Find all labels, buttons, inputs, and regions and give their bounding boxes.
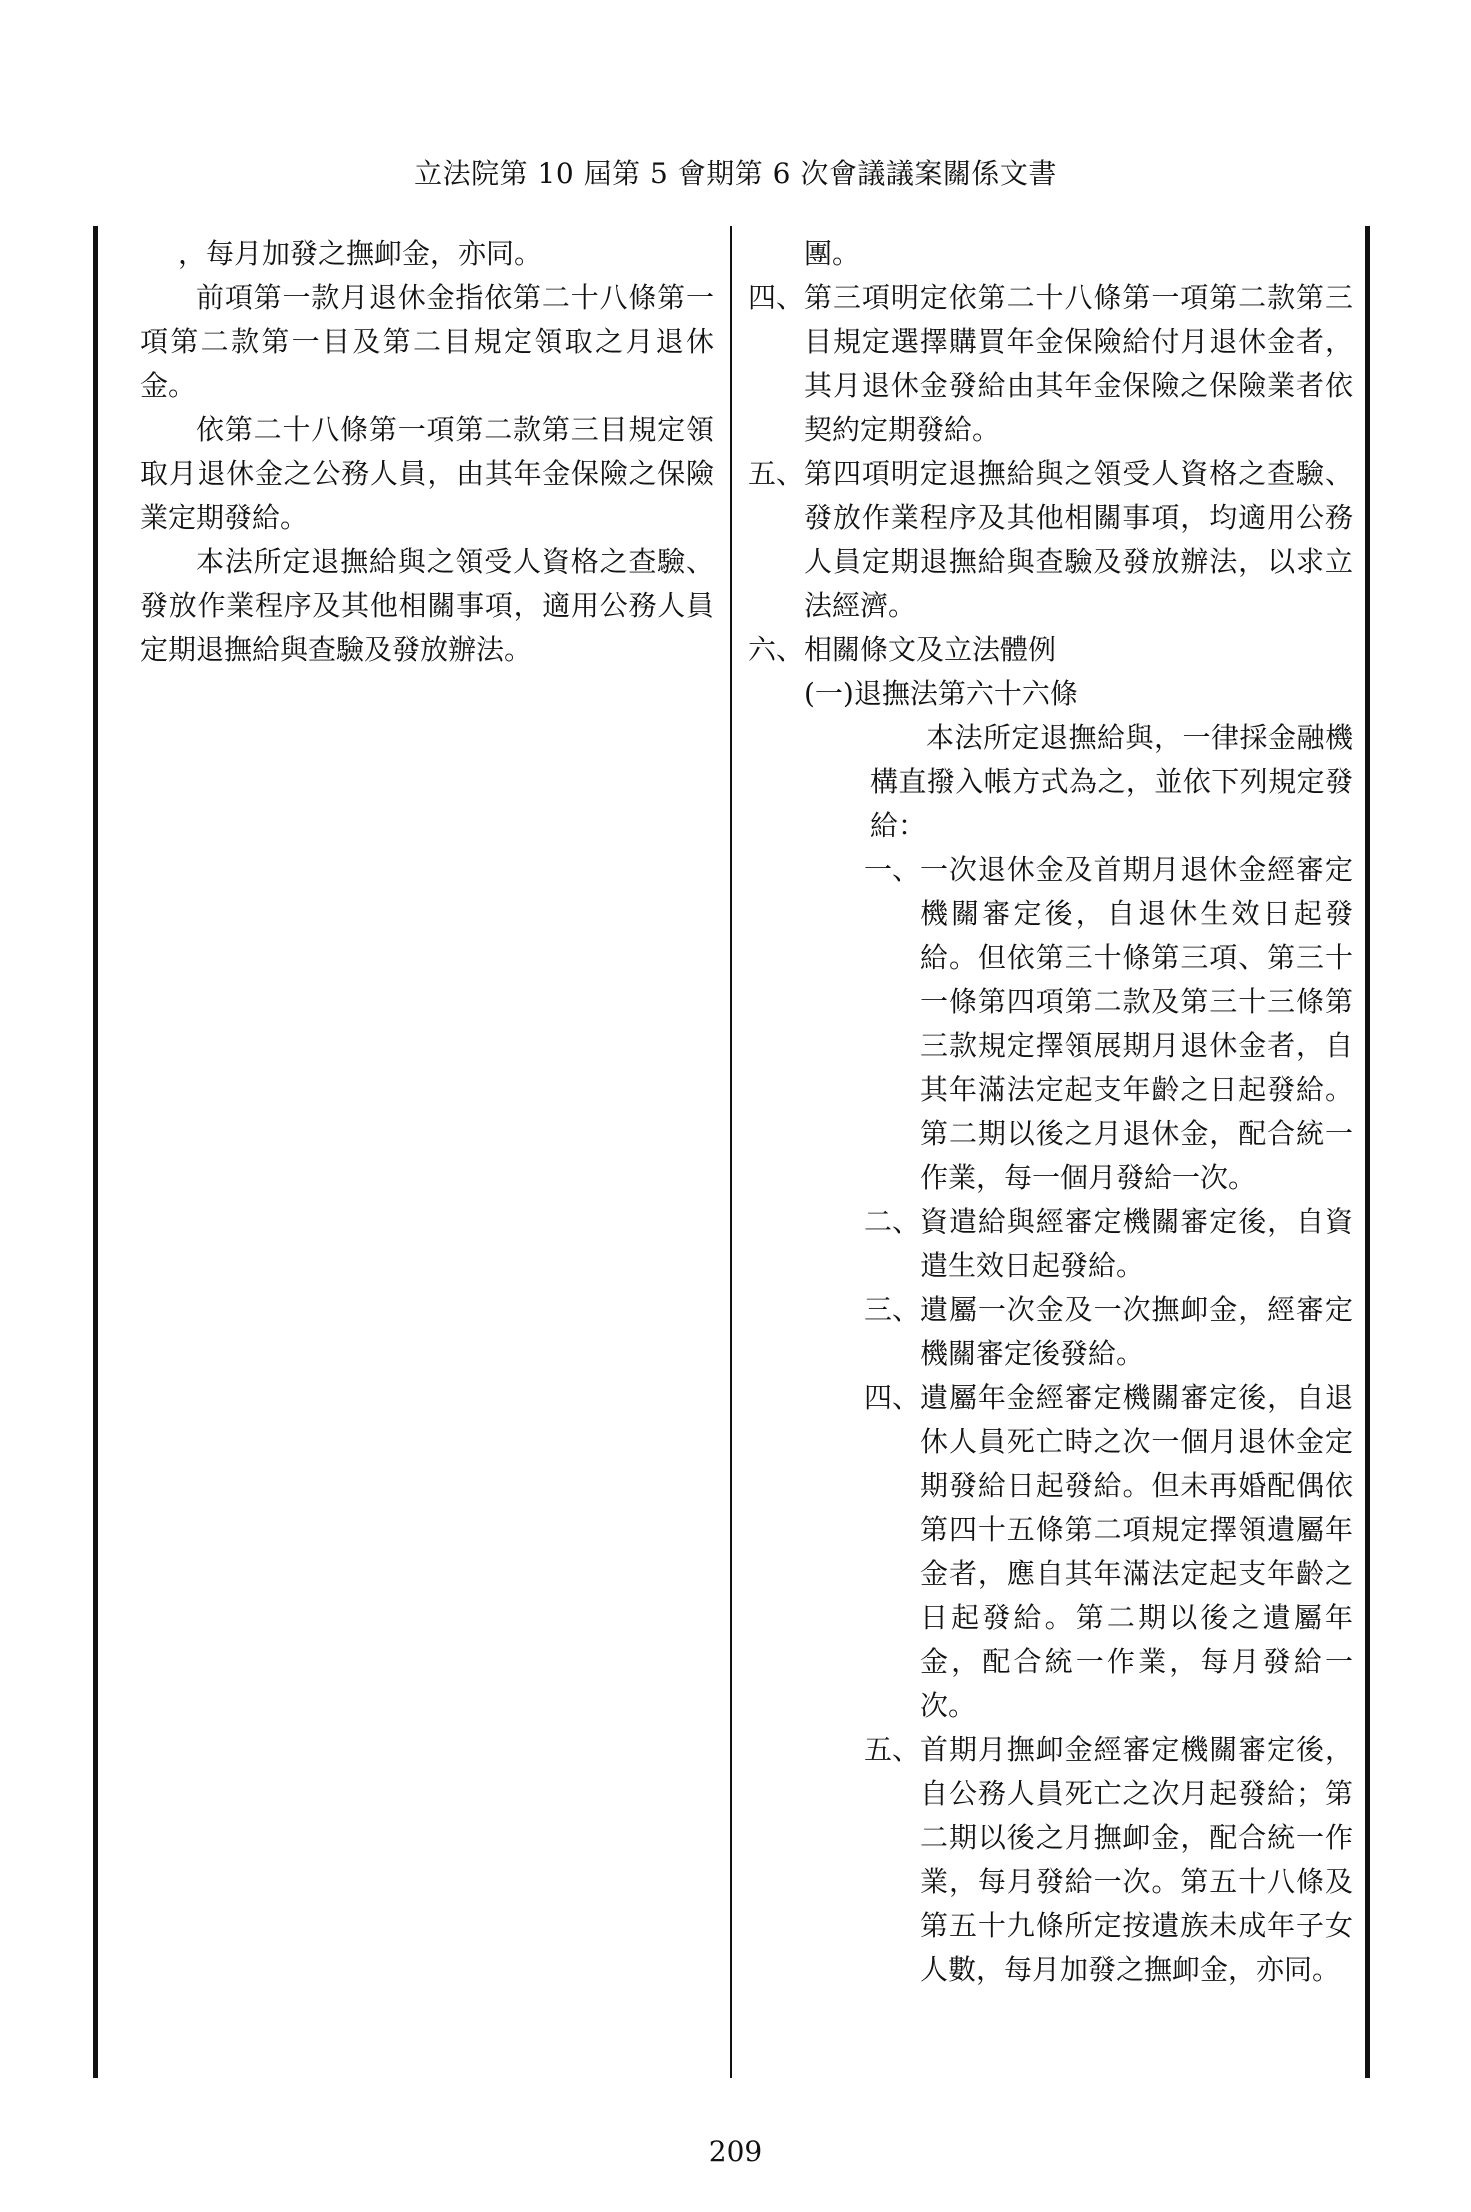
item-number: 四、 bbox=[864, 1381, 921, 1414]
item-number: 四、 bbox=[748, 281, 805, 314]
item-text: 遺屬一次金及一次撫卹金，經審定機關審定後發給。 bbox=[920, 1293, 1353, 1370]
quoted-article-list bbox=[864, 848, 1353, 1992]
item-text: 一次退休金及首期月退休金經審定機關審定後，自退休生效日起發給。但依第三十條第三項、第三十一條第四項第二款及第三十三條第三款規定擇領展期月退休金者，自其年滿法定起支年齡之日起發給。第二期以後之月退休金，配合統一作業，每一個月發給一次。 bbox=[920, 853, 1353, 1194]
left-column bbox=[140, 232, 714, 672]
item-text: 相關條文及立法體例 bbox=[804, 633, 1057, 666]
left-paragraph: 前項第一款月退休金指依第二十八條第一項第二款第一目及第二目規定領取之月退休金。 bbox=[140, 281, 714, 402]
quoted-article-item bbox=[864, 1288, 1353, 1376]
item-number: 五、 bbox=[748, 457, 805, 490]
item-text: 第三項明定依第二十八條第一項第二款第三目規定選擇購買年金保險給付月退休金者，其月退休金發給由其年金保險之保險業者依契約定期發給。 bbox=[804, 281, 1353, 446]
left-border-line bbox=[93, 226, 98, 2078]
left-paragraph: 依第二十八條第一項第二款第三目規定領取月退休金之公務人員，由其年金保險之保險業定期發給。 bbox=[140, 413, 714, 534]
quoted-article-item bbox=[864, 1200, 1353, 1288]
item-number: 二、 bbox=[864, 1205, 921, 1238]
column-divider bbox=[730, 226, 732, 2078]
item-text: 第四項明定退撫給與之領受人資格之查驗、發放作業程序及其他相關事項，均適用公務人員定期退撫給與查驗及發放辦法，以求立法經濟。 bbox=[804, 457, 1353, 622]
item-number: 三、 bbox=[864, 1293, 921, 1326]
explanation-item bbox=[748, 276, 1353, 452]
item-text: 首期月撫卹金經審定機關審定後，自公務人員死亡之次月起發給；第二期以後之月撫卹金，配合統一作業，每月發給一次。第五十八條及第五十九條所定按遺族未成年子女人數，每月加發之撫卹金，亦同。 bbox=[920, 1733, 1353, 1986]
right-continuation: 團。 bbox=[804, 237, 861, 270]
item-number: 六、 bbox=[748, 633, 805, 666]
quoted-article-intro: 本法所定退撫給與，一律採金融機構直撥入帳方式為之，並依下列規定發給： bbox=[870, 721, 1353, 842]
item-text: 資遣給與經審定機關審定後，自資遣生效日起發給。 bbox=[920, 1205, 1353, 1282]
left-paragraph-continuation: ，每月加發之撫卹金，亦同。 bbox=[178, 237, 543, 270]
quoted-article-item bbox=[864, 1376, 1353, 1728]
right-border-line bbox=[1365, 226, 1370, 2078]
item-number: 五、 bbox=[864, 1733, 921, 1766]
quoted-article-item bbox=[864, 1728, 1353, 1992]
page-number: 209 bbox=[708, 2135, 763, 2168]
item-text: 遺屬年金經審定機關審定後，自退休人員死亡時之次一個月退休金定期發給日起發給。但未再婚配偶依第四十五條第二項規定擇領遺屬年金者，應自其年滿法定起支年齡之日起發給。第二期以後之遺屬年金，配合統一作業，每月發給一次。 bbox=[920, 1381, 1353, 1722]
explanation-item bbox=[748, 452, 1353, 628]
left-paragraph: 本法所定退撫給與之領受人資格之查驗、發放作業程序及其他相關事項，適用公務人員定期退撫給與查驗及發放辦法。 bbox=[140, 545, 714, 666]
page-header: 立法院第 10 屆第 5 會期第 6 次會議議案關係文書 bbox=[414, 157, 1057, 190]
right-column bbox=[748, 232, 1353, 1992]
explanation-item bbox=[748, 628, 1353, 672]
sub-heading: (一)退撫法第六十六條 bbox=[804, 677, 1078, 710]
quoted-article-item bbox=[864, 848, 1353, 1200]
item-number: 一、 bbox=[864, 853, 921, 886]
